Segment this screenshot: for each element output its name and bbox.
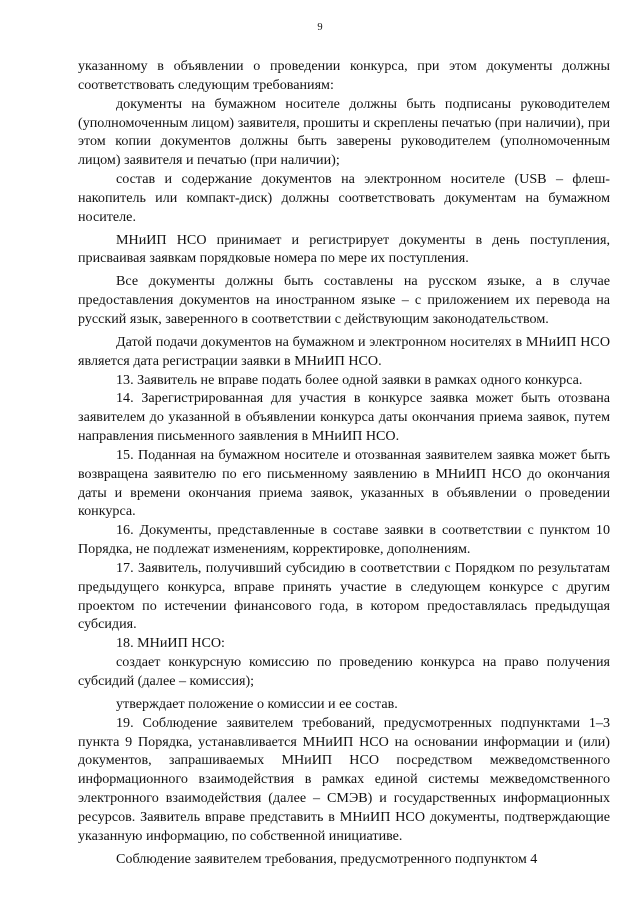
- paragraph: 18. МНиИП НСО:: [116, 635, 225, 652]
- paragraph: Соблюдение заявителем требования, предусмотренного подпунктом 4: [116, 850, 538, 867]
- paragraph: документы на бумажном носителе должны быть подписаны руководителем (уполномоченным лицом) заявителя, прошиты и скреплены печатью (при наличии), при этом копии документов должны быть заверены руководителем (уполномоченным лицом) заявителя и печатью (при наличии);: [78, 95, 610, 169]
- paragraph: состав и содержание документов на электронном носителе (USB – флеш-накопитель или компакт-диск) должны соответствовать документам на бумажном носителе.: [78, 171, 610, 225]
- paragraph: Все документы должны быть составлены на русском языке, а в случае предоставления документов на иностранном языке – с приложением их перевода на русский язык, заверенного в соответствии с действующим законодательством.: [78, 273, 610, 327]
- paragraph: 13. Заявитель не вправе подать более одной заявки в рамках одного конкурса.: [116, 371, 583, 388]
- paragraph: 15. Поданная на бумажном носителе и отозванная заявителем заявка может быть возвращена заявителю по его письменному заявлению в МНиИП НСО до окончания даты и времени окончания приема заявок, указанных в объявлении о проведении конкурса.: [78, 446, 610, 520]
- paragraph: 17. Заявитель, получивший субсидию в соответствии с Порядком по результатам предыдущего конкурса, вправе принять участие в следующем конкурсе с другим проектом по истечении финансового года, в котором предоставлялась предыдущая субсидия.: [78, 559, 610, 633]
- paragraph: утверждает положение о комиссии и ее состав.: [116, 695, 398, 712]
- paragraph: указанному в объявлении о проведении конкурса, при этом документы должны соответствовать следующим требованиям:: [78, 58, 610, 93]
- paragraph: МНиИП НСО принимает и регистрирует документы в день поступления, присваивая заявкам порядковые номера по мере их поступления.: [78, 231, 610, 267]
- page-number: 9: [317, 22, 323, 33]
- paragraph: 16. Документы, представленные в составе заявки в соответствии с пунктом 10 Порядка, не подлежат изменениям, корректировке, дополнениям.: [78, 522, 610, 558]
- document-body: [78, 57, 610, 868]
- paragraph: 19. Соблюдение заявителем требований, предусмотренных подпунктами 1–3 пункта 9 Порядка, устанавливается МНиИП НСО на основании информации и (или) документов, запрашиваемых МНиИП НСО посредством межведомственного информационного взаимодействия в рамках единой системы межведомственного электронного взаимодействия (далее – СМЭВ) и государственных информационных ресурсов. Заявитель вправе представить в МНиИП НСО документы, подтверждающие указанную информацию, по собственной инициативе.: [78, 714, 610, 844]
- paragraph: Датой подачи документов на бумажном и электронном носителях в МНиИП НСО является дата регистрации заявки в МНиИП НСО.: [78, 333, 610, 369]
- paragraph: создает конкурсную комиссию по проведению конкурса на право получения субсидий (далее – комиссия);: [78, 654, 610, 689]
- paragraph: 14. Зарегистрированная для участия в конкурсе заявка может быть отозвана заявителем до указанной в объявлении конкурса даты окончания приема заявок, путем направления письменного заявления в МНиИП НСО.: [78, 390, 610, 445]
